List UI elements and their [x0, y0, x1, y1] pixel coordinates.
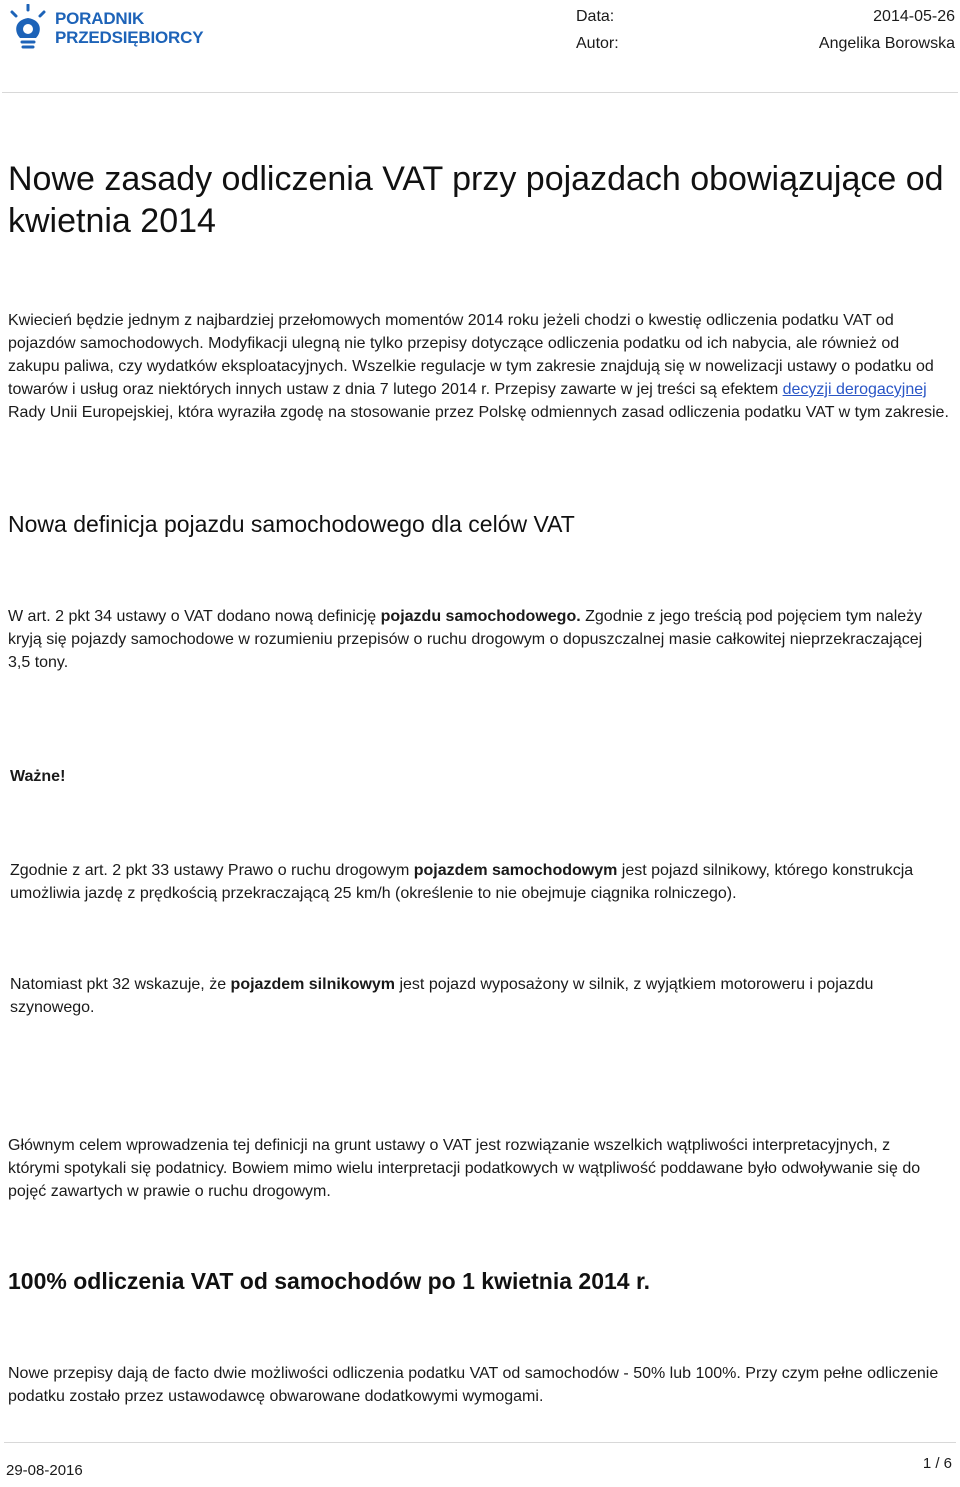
header-divider — [2, 92, 958, 93]
para-text: Zgodnie z jego treścią pod pojęciem tym należy kryją się pojazdy samochodowe w rozumieniu przepisów o ruchu drogowym o dopuszczalnej masie całkowitej nieprzekraczającej 3,5 tony. — [8, 608, 923, 671]
important-paragraph-1 — [10, 859, 955, 905]
author-value: Angelika Borowska — [818, 35, 955, 52]
deduction-options-paragraph: Nowe przepisy dają de facto dwie możliwości odliczenia podatku VAT od samochodów - 50% lub 100%. Przy czym pełne odliczenie podatku zostało przez ustawodawcę obwarowane dodatkowymi wymogami. — [8, 1365, 939, 1405]
vehicle-definition-paragraph — [8, 605, 943, 674]
footer-divider — [4, 1442, 956, 1443]
para-bold: pojazdem samochodowym — [413, 862, 618, 879]
important-label: Ważne! — [10, 768, 66, 785]
derogation-decision-link[interactable]: decyzji derogacyjnej — [782, 381, 927, 398]
page-number: 1 / 6 — [922, 1455, 952, 1472]
date-label: Data: — [576, 8, 615, 25]
definition-purpose-paragraph: Głównym celem wprowadzenia tej definicji na grunt ustawy o VAT jest rozwiązanie wszelkich wątpliwości interpretacyjnych, z którymi spotykali się podatnicy. Bowiem mimo wielu interpretacji podatkowych w wątpliwość poddawane było odwoływanie się do pojęć zawartych w prawie o ruchu drogowym. — [8, 1137, 921, 1200]
para-bold: pojazdu samochodowego. — [380, 608, 581, 625]
para-text: Zgodnie z art. 2 pkt 33 ustawy Prawo o ruchu drogowym — [10, 862, 414, 879]
print-date: 29-08-2016 — [6, 1462, 83, 1479]
intro-paragraph — [8, 309, 953, 424]
section-heading-full-deduction: 100% odliczenia VAT od samochodów po 1 kwietnia 2014 r. — [8, 1268, 651, 1294]
para-text: Natomiast pkt 32 wskazuje, że — [10, 976, 231, 993]
para-text: W art. 2 pkt 34 ustawy o VAT dodano nową definicję — [8, 608, 381, 625]
important-paragraph-2 — [10, 973, 945, 1019]
date-value: 2014-05-26 — [873, 8, 955, 25]
logo-line-1: PORADNIK — [55, 9, 145, 28]
meta-values — [819, 3, 955, 57]
para-text: jest pojazd wyposażony w silnik, z wyjątkiem motoroweru i pojazdu szynowego. — [10, 976, 874, 1016]
article-title: Nowe zasady odliczenia VAT przy pojazdach obowiązujące od kwietnia 2014 — [8, 160, 944, 240]
logo-line-2: PRZEDSIĘBIORCY — [55, 28, 204, 47]
para-bold: pojazdem silnikowym — [230, 976, 396, 993]
meta-labels — [576, 3, 619, 57]
intro-text-2: Rady Unii Europejskiej, która wyraziła zgodę na stosowanie przez Polskę odmiennych zasad odliczenia podatku VAT w tym zakresie. — [8, 404, 949, 421]
para-text: jest pojazd silnikowy, którego konstrukcja umożliwia jazdę z prędkością przekraczającą 25 km/h (określenie to nie obejmuje ciągnika rolniczego). — [10, 862, 914, 902]
lightbulb-icon — [8, 4, 48, 52]
section-heading-vehicle-definition: Nowa definicja pojazdu samochodowego dla celów VAT — [8, 511, 575, 537]
author-label: Autor: — [576, 35, 619, 52]
logo — [8, 4, 223, 54]
intro-text-1: Kwiecień będzie jednym z najbardziej przełomowych momentów 2014 roku jeżeli chodzi o kwestię odliczenia podatku VAT od pojazdów samochodowych. Modyfikacji ulegną nie tylko przepisy dotyczące odliczenia podatku od ich nabycia, ale również od zakupu paliwa, czy wydatków eksploatacyjnych. Wszelkie regulacje w tym zakresie znajdują się w nowelizacji ustawy o podatku od towarów i usług oraz niektórych innych ustaw z dnia 7 lutego 2014 r. Przepisy zawarte w jej treści są efektem — [8, 312, 934, 398]
